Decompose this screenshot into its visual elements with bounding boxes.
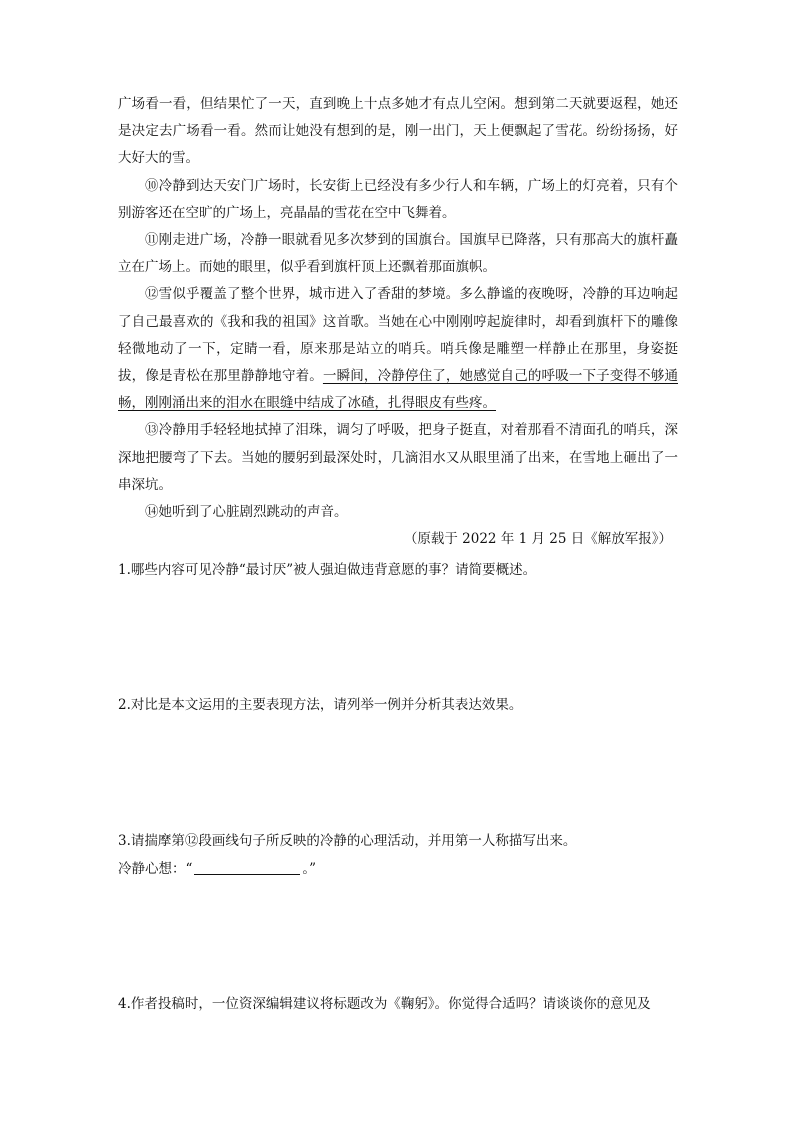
answer-suffix: 。”	[302, 861, 317, 877]
paragraph-10: ⑩冷静到达天安门广场时，长安街上已经没有多少行人和车辆，广场上的灯亮着，只有个别游客还在空旷的广场上，亮晶晶的雪花在空中飞舞着。	[118, 177, 678, 221]
paragraph-12	[118, 281, 678, 417]
answer-blank[interactable]	[194, 860, 300, 875]
source-citation: （原载于 2022 年 1 月 25 日《解放军报》）	[403, 531, 672, 548]
underlined-sentence: 一瞬间，冷静停住了，她感觉自己的呼吸一下子变得不够通畅，刚刚涌出来的泪水在眼缝中结成了冰碴，扎得眼皮有些疼。	[118, 368, 678, 412]
paragraph-continued: 广场看一看，但结果忙了一天，直到晚上十点多她才有点儿空闲。想到第二天就要返程，她还是决定去广场看一看。然而让她没有想到的是，刚一出门，天上便飘起了雪花。纷纷扬扬，好大好大的雪。	[118, 96, 678, 167]
paragraph-13: ⑬冷静用手轻轻地拭掉了泪珠，调匀了呼吸，把身子挺直，对着那看不清面孔的哨兵，深深地把腰弯了下去。当她的腰躬到最深处时，几滴泪水又从眼里涌了出来，在雪地上砸出了一串深坑。	[118, 422, 678, 493]
question-4: 4.作者投稿时，一位资深编辑建议将标题改为《鞠躬》。你觉得合适吗？请谈谈你的意见及	[118, 996, 651, 1012]
paragraph-12-text: ⑫雪似乎覆盖了整个世界，城市进入了香甜的梦境。多么静谧的夜晚呀，冷静的耳边响起了自己最喜欢的《我和我的祖国》这首歌。当她在心中刚刚哼起旋律时，却看到旗杆下的雕像轻微地动了一下，定睛一看，原来那是站立的哨兵。哨兵像是雕塑一样静止在那里，身姿挺拔，像是青松在那里静静地守着。	[118, 286, 678, 385]
answer-prefix: 冷静心想：“	[118, 861, 193, 877]
question-2: 2.对比是本文运用的主要表现方法，请列举一例并分析其表达效果。	[118, 697, 523, 713]
question-1: 1.哪些内容可见冷静“最讨厌”被人强迫做违背意愿的事？请简要概述。	[118, 562, 537, 578]
paragraph-11: ⑪刚走进广场，冷静一眼就看见多次梦到的国旗台。国旗早已降落，只有那高大的旗杆矗立在广场上。而她的眼里，似乎看到旗杆顶上还飘着那面旗帜。	[118, 232, 678, 276]
paragraph-14: ⑭她听到了心脏剧烈跳动的声音。	[145, 504, 348, 521]
question-3: 3.请揣摩第⑫段画线句子所反映的冷静的心理活动，并用第一人称描写出来。	[118, 833, 577, 849]
passage	[118, 91, 678, 553]
question-3-answer-line	[118, 856, 678, 883]
